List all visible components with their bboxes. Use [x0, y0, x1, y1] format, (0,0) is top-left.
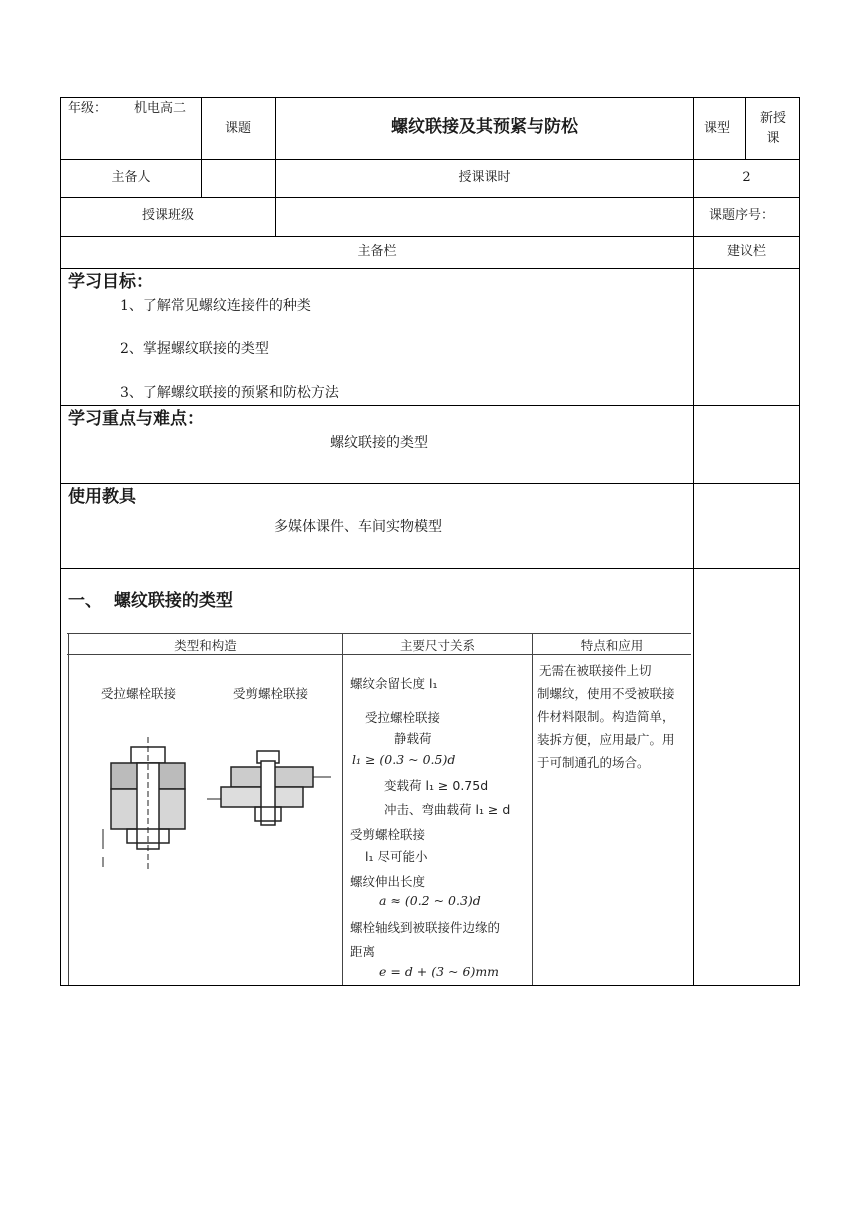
- dimension-line: 静载荷: [394, 731, 432, 746]
- suggest-column-header: 建议栏: [726, 244, 766, 259]
- feature-line: 件材料限制。构造简单，: [537, 709, 675, 724]
- preparer-label: 主备人: [111, 170, 151, 185]
- grade-value: 机电高二: [134, 101, 187, 116]
- figure-col-header: 主要尺寸关系: [399, 638, 475, 653]
- dimension-line: 螺纹伸出长度: [350, 874, 426, 889]
- seq-label: 课题序号：: [709, 208, 775, 223]
- type-value: 新授课: [759, 111, 786, 146]
- tension-bolt-drawing: [97, 733, 197, 873]
- main-column-header: 主备栏: [357, 244, 397, 259]
- dimension-line: 距离: [350, 944, 376, 959]
- topic-title: 螺纹联接及其预紧与防松: [391, 117, 578, 137]
- dimension-line: 受剪螺栓联接: [350, 827, 426, 842]
- tension-bolt-label: 受拉螺栓联接: [101, 686, 177, 701]
- figure-col-header: 类型和构造: [174, 638, 237, 653]
- tools-heading: 使用教具: [68, 487, 136, 507]
- feature-line: 制螺纹，使用不受被联接: [537, 686, 675, 701]
- topic-label: 课题: [225, 121, 252, 136]
- class-label: 授课班级: [141, 208, 194, 223]
- objective-item: 3、了解螺纹联接的预紧和防松方法: [120, 385, 339, 401]
- dimension-line: 冲击、弯曲载荷 l₁ ≥ d: [384, 802, 511, 817]
- section-heading: 一、 螺纹联接的类型: [68, 591, 233, 611]
- key-points-heading: 学习重点与难点：: [68, 409, 204, 429]
- hours-label: 授课课时: [458, 170, 511, 185]
- dimension-line: 变载荷 l₁ ≥ 0.75d: [384, 778, 489, 793]
- dimension-line: l₁ 尽可能小: [365, 849, 428, 864]
- shear-bolt-drawing: [207, 743, 337, 843]
- shear-bolt-label: 受剪螺栓联接: [233, 686, 309, 701]
- key-points-text: 螺纹联接的类型: [330, 435, 428, 451]
- dimension-line: l₁ ≥ (0.3 ~ 0.5)d: [352, 752, 456, 767]
- objective-item: 2、掌握螺纹联接的类型: [120, 341, 269, 357]
- objective-item: 1、了解常见螺纹连接件的种类: [120, 298, 311, 314]
- figure-col-header: 特点和应用: [580, 638, 644, 653]
- type-label: 课型: [704, 121, 731, 136]
- dimension-line: 螺栓轴线到被联接件边缘的: [350, 920, 501, 935]
- hours-value: 2: [742, 170, 751, 185]
- feature-line: 装拆方便，应用最广。用: [537, 732, 675, 747]
- dimension-line: e = d + (3 ~ 6)mm: [379, 964, 500, 979]
- dimension-line: 螺纹余留长度 l₁: [350, 676, 438, 691]
- tools-text: 多媒体课件、车间实物模型: [274, 519, 442, 535]
- dimension-line: 受拉螺栓联接: [365, 710, 441, 725]
- grade-label: 年级：: [68, 101, 108, 116]
- feature-line: 无需在被联接件上切: [539, 663, 652, 678]
- objectives-heading: 学习目标：: [68, 272, 153, 292]
- bolt-connection-figure: [67, 633, 691, 985]
- dimension-line: a ≈ (0.2 ~ 0.3)d: [379, 893, 481, 908]
- feature-line: 于可制通孔的场合。: [537, 755, 650, 770]
